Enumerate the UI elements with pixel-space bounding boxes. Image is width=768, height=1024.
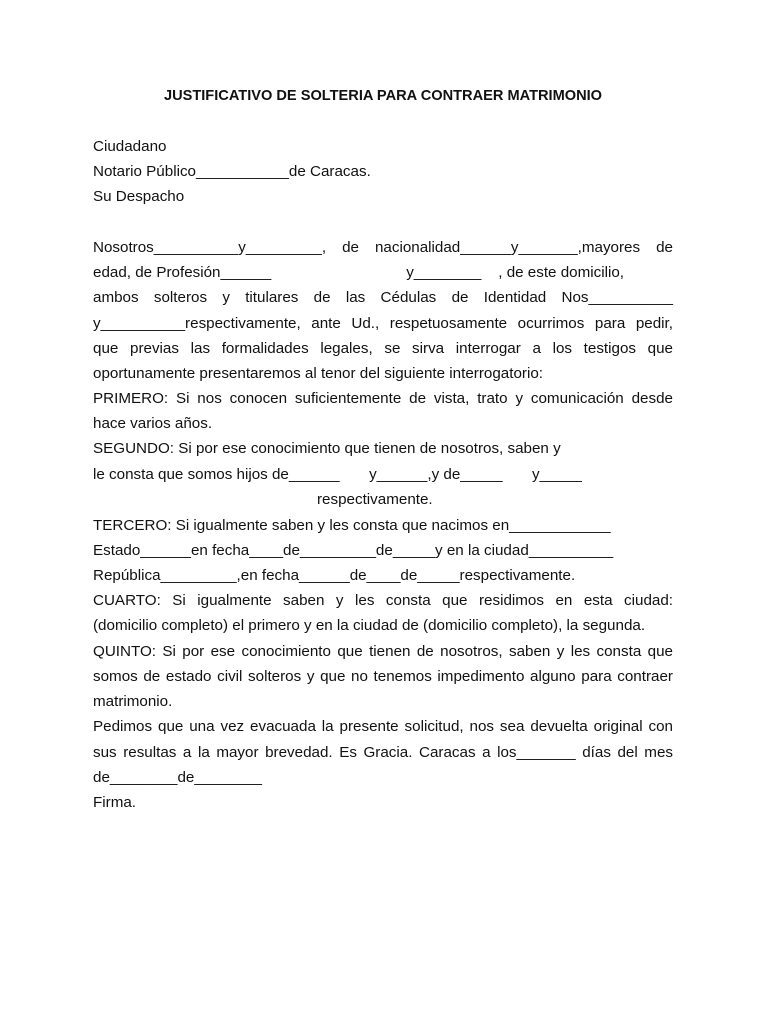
question-line: República_________,en fecha______de____de_____respectivamente.	[93, 567, 576, 584]
body-line: edad, de Profesión______ y________ , de este domicilio,	[93, 264, 625, 281]
question-line: PRIMERO: Si nos conocen suficientemente de vista, trato y comunicación desde	[93, 390, 673, 407]
question-line: SEGUNDO: Si por ese conocimiento que tienen de nosotros, saben y	[93, 440, 561, 457]
question-line: respectivamente.	[317, 491, 433, 508]
question-line: le consta que somos hijos de______ y______,y de_____ y_____	[93, 466, 582, 483]
question-line: (domicilio completo) el primero y en la ciudad de (domicilio completo), la segunda.	[93, 617, 646, 634]
question-line: TERCERO: Si igualmente saben y les consta que nacimos en____________	[93, 517, 611, 534]
question-line: CUARTO: Si igualmente saben y les consta que residimos en esta ciudad:	[93, 592, 673, 609]
addressee-line: Notario Público___________de Caracas.	[93, 163, 371, 180]
body-line: ambos solteros y titulares de las Cédulas de Identidad Nos__________	[93, 289, 673, 306]
question-line: QUINTO: Si por ese conocimiento que tienen de nosotros, saben y les consta que	[93, 643, 673, 660]
body-line: Nosotros__________y_________, de nacionalidad______y_______,mayores de	[93, 239, 673, 256]
body-line: oportunamente presentaremos al tenor del siguiente interrogatorio:	[93, 365, 543, 382]
closing-line: de________de________	[93, 769, 262, 786]
addressee-line: Su Despacho	[93, 188, 185, 205]
body-line: y__________respectivamente, ante Ud., respetuosamente ocurrimos para pedir,	[93, 315, 673, 332]
question-line: hace varios años.	[93, 415, 213, 432]
closing-line: sus resultas a la mayor brevedad. Es Gracia. Caracas a los_______ días del mes	[93, 744, 673, 761]
question-line: somos de estado civil solteros y que no tenemos impedimento alguno para contraer	[93, 668, 673, 685]
document-title: JUSTIFICATIVO DE SOLTERIA PARA CONTRAER MATRIMONIO	[163, 88, 603, 104]
closing-line: Pedimos que una vez evacuada la presente solicitud, nos sea devuelta original con	[93, 718, 673, 735]
signature-label: Firma.	[93, 794, 137, 811]
addressee-line: Ciudadano	[93, 138, 167, 155]
question-line: matrimonio.	[93, 693, 173, 710]
question-line: Estado______en fecha____de_________de_____y en la ciudad__________	[93, 542, 614, 559]
body-line: que previas las formalidades legales, se sirva interrogar a los testigos que	[93, 340, 673, 357]
